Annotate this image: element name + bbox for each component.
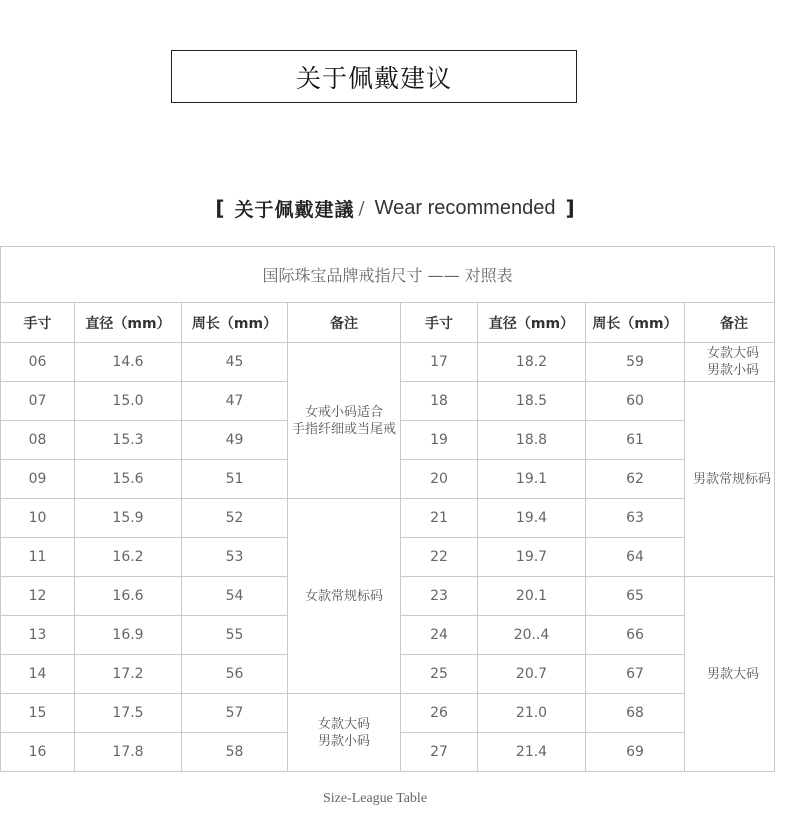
cell-circumference: 68 <box>586 694 685 733</box>
cell-size: 09 <box>1 460 75 499</box>
note-regular-size: 女款常规标码 <box>288 499 401 694</box>
note-small-size <box>288 343 401 499</box>
cell-size: 16 <box>1 733 75 772</box>
cell-circumference: 59 <box>586 343 685 382</box>
header-circumference-left: 周长（mm） <box>182 303 288 343</box>
title-box <box>171 50 577 103</box>
cell-diameter: 19.4 <box>478 499 586 538</box>
header-size-left: 手寸 <box>1 303 75 343</box>
note-line: 女戒小码适合 <box>304 404 383 420</box>
cell-diameter: 21.4 <box>478 733 586 772</box>
note-right-large: 男款大码 <box>685 577 775 772</box>
note-line: 男款小码 <box>707 363 760 378</box>
cell-size: 24 <box>401 616 478 655</box>
cell-circumference: 69 <box>586 733 685 772</box>
cell-diameter: 20.1 <box>478 577 586 616</box>
note-large-size <box>288 694 401 772</box>
cell-circumference: 53 <box>182 538 288 577</box>
cell-diameter: 17.8 <box>75 733 182 772</box>
cell-diameter: 20..4 <box>478 616 586 655</box>
cell-circumference: 57 <box>182 694 288 733</box>
subtitle-english: Wear recommended <box>374 196 556 219</box>
cell-diameter: 16.2 <box>75 538 182 577</box>
footer-caption: Size-League Table <box>322 791 428 806</box>
cell-size: 19 <box>401 421 478 460</box>
cell-diameter: 16.9 <box>75 616 182 655</box>
cell-size: 08 <box>1 421 75 460</box>
cell-circumference: 62 <box>586 460 685 499</box>
cell-diameter: 17.5 <box>75 694 182 733</box>
cell-size: 06 <box>1 343 75 382</box>
cell-circumference: 60 <box>586 382 685 421</box>
cell-size: 20 <box>401 460 478 499</box>
header-note-right: 备注 <box>685 303 775 343</box>
cell-size: 23 <box>401 577 478 616</box>
cell-size: 10 <box>1 499 75 538</box>
cell-circumference: 63 <box>586 499 685 538</box>
cell-diameter: 18.2 <box>478 343 586 382</box>
cell-size: 27 <box>401 733 478 772</box>
cell-diameter: 18.5 <box>478 382 586 421</box>
header-diameter-left: 直径（mm） <box>75 303 182 343</box>
table-caption: 国际珠宝品牌戒指尺寸 —— 对照表 <box>1 247 775 303</box>
cell-size: 14 <box>1 655 75 694</box>
cell-circumference: 64 <box>586 538 685 577</box>
cell-circumference: 45 <box>182 343 288 382</box>
cell-circumference: 47 <box>182 382 288 421</box>
cell-circumference: 54 <box>182 577 288 616</box>
cell-circumference: 56 <box>182 655 288 694</box>
note-line: 女款大码 <box>707 346 760 361</box>
cell-diameter: 17.2 <box>75 655 182 694</box>
subtitle <box>0 194 790 222</box>
cell-diameter: 16.6 <box>75 577 182 616</box>
size-table-container <box>0 246 772 774</box>
cell-circumference: 61 <box>586 421 685 460</box>
table-row <box>1 343 775 382</box>
cell-size: 13 <box>1 616 75 655</box>
header-size-right: 手寸 <box>401 303 478 343</box>
cell-diameter: 15.6 <box>75 460 182 499</box>
header-diameter-right: 直径（mm） <box>478 303 586 343</box>
cell-size: 25 <box>401 655 478 694</box>
cell-size: 18 <box>401 382 478 421</box>
cell-diameter: 19.7 <box>478 538 586 577</box>
note-line: 手指纤细或当尾戒 <box>291 421 396 437</box>
cell-size: 22 <box>401 538 478 577</box>
cell-size: 12 <box>1 577 75 616</box>
table-header-row <box>1 303 775 343</box>
table-row <box>1 499 775 538</box>
subtitle-chinese: 关于佩戴建議 <box>234 198 355 221</box>
cell-circumference: 55 <box>182 616 288 655</box>
cell-diameter: 18.8 <box>478 421 586 460</box>
cell-circumference: 58 <box>182 733 288 772</box>
subtitle-open-bracket: [ <box>215 196 225 220</box>
cell-size: 21 <box>401 499 478 538</box>
cell-circumference: 66 <box>586 616 685 655</box>
cell-circumference: 49 <box>182 421 288 460</box>
header-note-left: 备注 <box>288 303 401 343</box>
note-line: 女款大码 <box>317 716 370 732</box>
cell-size: 15 <box>1 694 75 733</box>
cell-diameter: 19.1 <box>478 460 586 499</box>
subtitle-slash: / <box>358 197 365 219</box>
cell-diameter: 15.3 <box>75 421 182 460</box>
cell-circumference: 65 <box>586 577 685 616</box>
cell-size: 26 <box>401 694 478 733</box>
cell-circumference: 67 <box>586 655 685 694</box>
note-right-regular: 男款常规标码 <box>685 382 775 577</box>
cell-size: 11 <box>1 538 75 577</box>
table-row <box>1 694 775 733</box>
page-title: 关于佩戴建议 <box>295 63 452 93</box>
cell-diameter: 15.9 <box>75 499 182 538</box>
size-table <box>0 246 775 772</box>
subtitle-close-bracket: ] <box>565 196 575 220</box>
cell-diameter: 21.0 <box>478 694 586 733</box>
cell-diameter: 15.0 <box>75 382 182 421</box>
cell-circumference: 52 <box>182 499 288 538</box>
cell-size: 07 <box>1 382 75 421</box>
cell-size: 17 <box>401 343 478 382</box>
cell-diameter: 14.6 <box>75 343 182 382</box>
note-line: 男款小码 <box>317 733 370 749</box>
header-circumference-right: 周长（mm） <box>586 303 685 343</box>
cell-circumference: 51 <box>182 460 288 499</box>
cell-diameter: 20.7 <box>478 655 586 694</box>
note-right-first <box>685 343 775 382</box>
